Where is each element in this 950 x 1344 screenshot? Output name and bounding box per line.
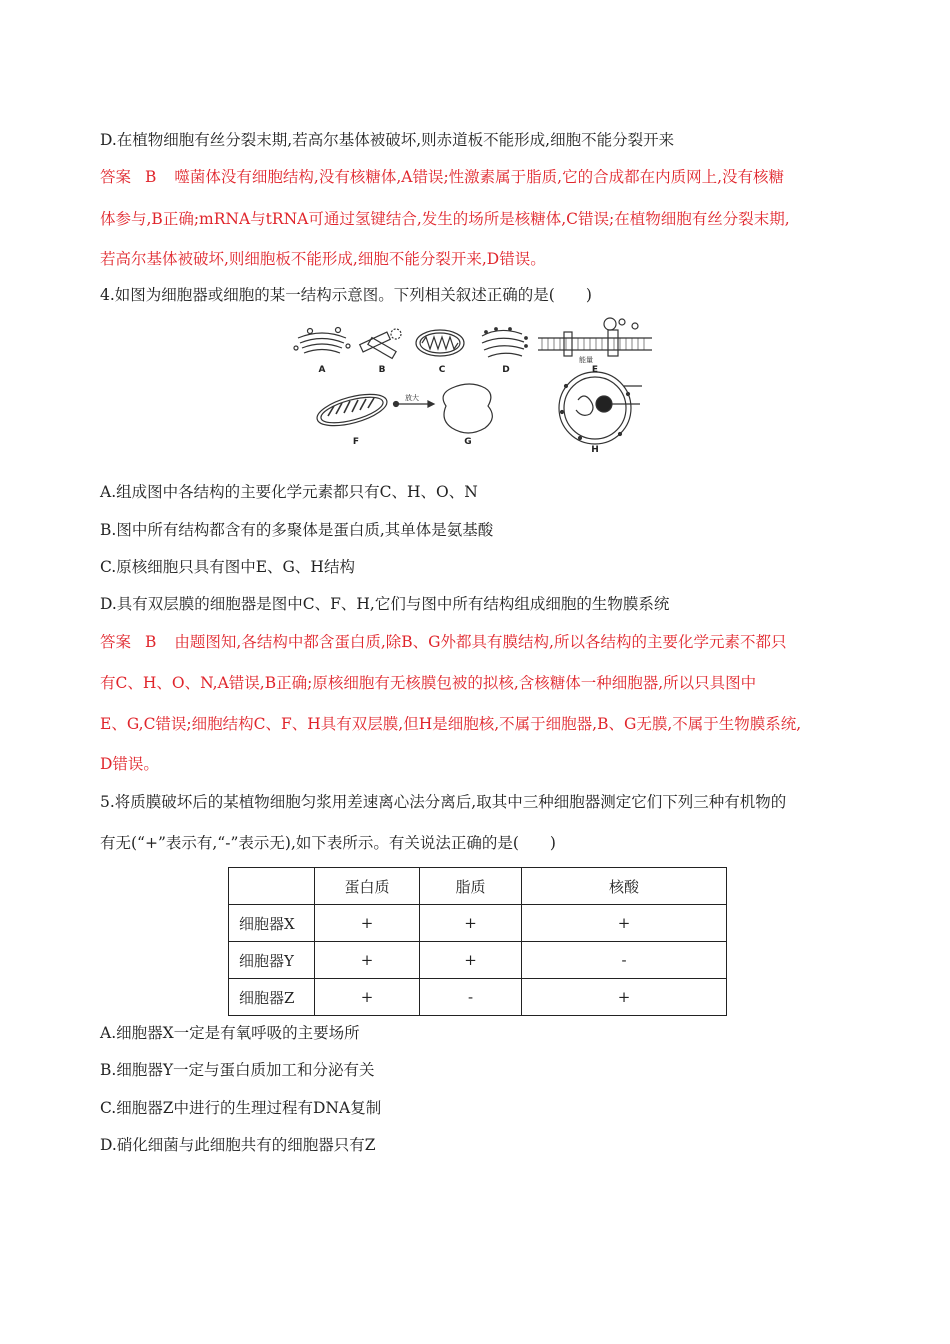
table-row-label: 细胞器Z: [229, 979, 315, 1016]
table-header-cell: 蛋白质: [315, 868, 420, 905]
answer-key: B: [145, 168, 157, 186]
table-row: [229, 942, 727, 979]
table-cell: -: [420, 979, 522, 1016]
q5-option-a: A.细胞器X一定是有氧呼吸的主要场所: [100, 1024, 360, 1042]
membrane-drawing: [538, 318, 652, 356]
q4-explanation-4: D错误。: [100, 755, 159, 773]
table-row-label: 细胞器Y: [229, 942, 315, 979]
organelle-figure: [290, 316, 670, 456]
figure-energy-text: 能量: [579, 356, 593, 364]
figure-label-h: H: [591, 445, 599, 455]
q4-option-c: C.原核细胞只具有图中E、G、H结构: [100, 558, 355, 576]
table-header-cell: [229, 868, 315, 905]
table-cell: +: [420, 905, 522, 942]
q4-option-a: A.组成图中各结构的主要化学元素都只有C、H、O、N: [100, 483, 478, 501]
answer-key: B: [145, 633, 157, 651]
q5-stem-2: 有无(“+”表示有,“-”表示无),如下表所示。有关说法正确的是( ): [100, 834, 556, 852]
table-cell: +: [315, 905, 420, 942]
table-cell: +: [522, 905, 727, 942]
table-header-cell: 核酸: [522, 868, 727, 905]
figure-label-b: B: [378, 365, 386, 375]
table-cell: +: [522, 979, 727, 1016]
figure-label-f: F: [352, 437, 360, 447]
q4-explanation-3: E、G,C错误;细胞结构C、F、H具有双层膜,但H是细胞核,不属于细胞器,B、G无膜,不属于生物膜系统,: [100, 715, 802, 733]
table-row-label: 细胞器X: [229, 905, 315, 942]
er-drawing: [482, 328, 527, 357]
figure-label-e: E: [591, 365, 599, 375]
q5-option-c: C.细胞器Z中进行的生理过程有DNA复制: [100, 1099, 382, 1117]
figure-label-d: D: [502, 365, 510, 375]
organelle-table: [228, 867, 727, 1016]
q5-stem-1: 5.将质膜破坏后的某植物细胞匀浆用差速离心法分离后,取其中三种细胞器测定它们下列三种有机物的: [100, 793, 787, 811]
figure-label-c: C: [438, 365, 446, 375]
figure-arrow-text: 放大: [405, 394, 419, 402]
table-cell: +: [315, 942, 420, 979]
table-header-row: [229, 868, 727, 905]
q3-explanation-2: 体参与,B正确;mRNA与tRNA可通过氢键结合,发生的场所是核糖体,C错误;在植物细胞有丝分裂末期,: [100, 210, 790, 228]
q3-option-d: D.在植物细胞有丝分裂末期,若高尔基体被破坏,则赤道板不能形成,细胞不能分裂开来: [100, 131, 675, 149]
table-row: [229, 905, 727, 942]
figure-label-a: A: [318, 365, 326, 375]
q4-option-b: B.图中所有结构都含有的多聚体是蛋白质,其单体是氨基酸: [100, 521, 494, 539]
q4-stem: 4.如图为细胞器或细胞的某一结构示意图。下列相关叙述正确的是( ): [100, 286, 592, 304]
q5-option-d: D.硝化细菌与此细胞共有的细胞器只有Z: [100, 1136, 376, 1154]
cell-outline-drawing: [443, 384, 492, 433]
table-header-cell: 脂质: [420, 868, 522, 905]
q4-answer-line-1: [100, 631, 786, 653]
table-row: [229, 979, 727, 1016]
figure-label-g: G: [464, 437, 472, 447]
q4-option-d: D.具有双层膜的细胞器是图中C、F、H,它们与图中所有结构组成细胞的生物膜系统: [100, 595, 670, 613]
answer-label: 答案: [100, 633, 132, 651]
mitochondrion-drawing: [416, 330, 464, 356]
chloroplast-drawing: [314, 388, 390, 432]
q4-explanation-2: 有C、H、O、N,A错误,B正确;原核细胞有无核膜包被的拟核,含核糖体一种细胞器,所以只具图中: [100, 674, 757, 692]
explanation-text: 由题图知,各结构中都含蛋白质,除B、G外都具有膜结构,所以各结构的主要化学元素不都只: [174, 633, 787, 651]
answer-label: 答案: [100, 168, 132, 186]
golgi-drawing: [294, 328, 350, 354]
q5-option-b: B.细胞器Y一定与蛋白质加工和分泌有关: [100, 1061, 375, 1079]
table-cell: -: [522, 942, 727, 979]
table-cell: +: [315, 979, 420, 1016]
table-cell: +: [420, 942, 522, 979]
q3-explanation-3: 若高尔基体被破坏,则细胞板不能形成,细胞不能分裂开来,D错误。: [100, 250, 546, 268]
nucleus-drawing: [559, 372, 642, 444]
explanation-text: 噬菌体没有细胞结构,没有核糖体,A错误;性激素属于脂质,它的合成都在内质网上,没有核糖: [174, 168, 785, 186]
q3-answer-line-1: [100, 166, 784, 188]
centriole-drawing: [360, 329, 401, 358]
